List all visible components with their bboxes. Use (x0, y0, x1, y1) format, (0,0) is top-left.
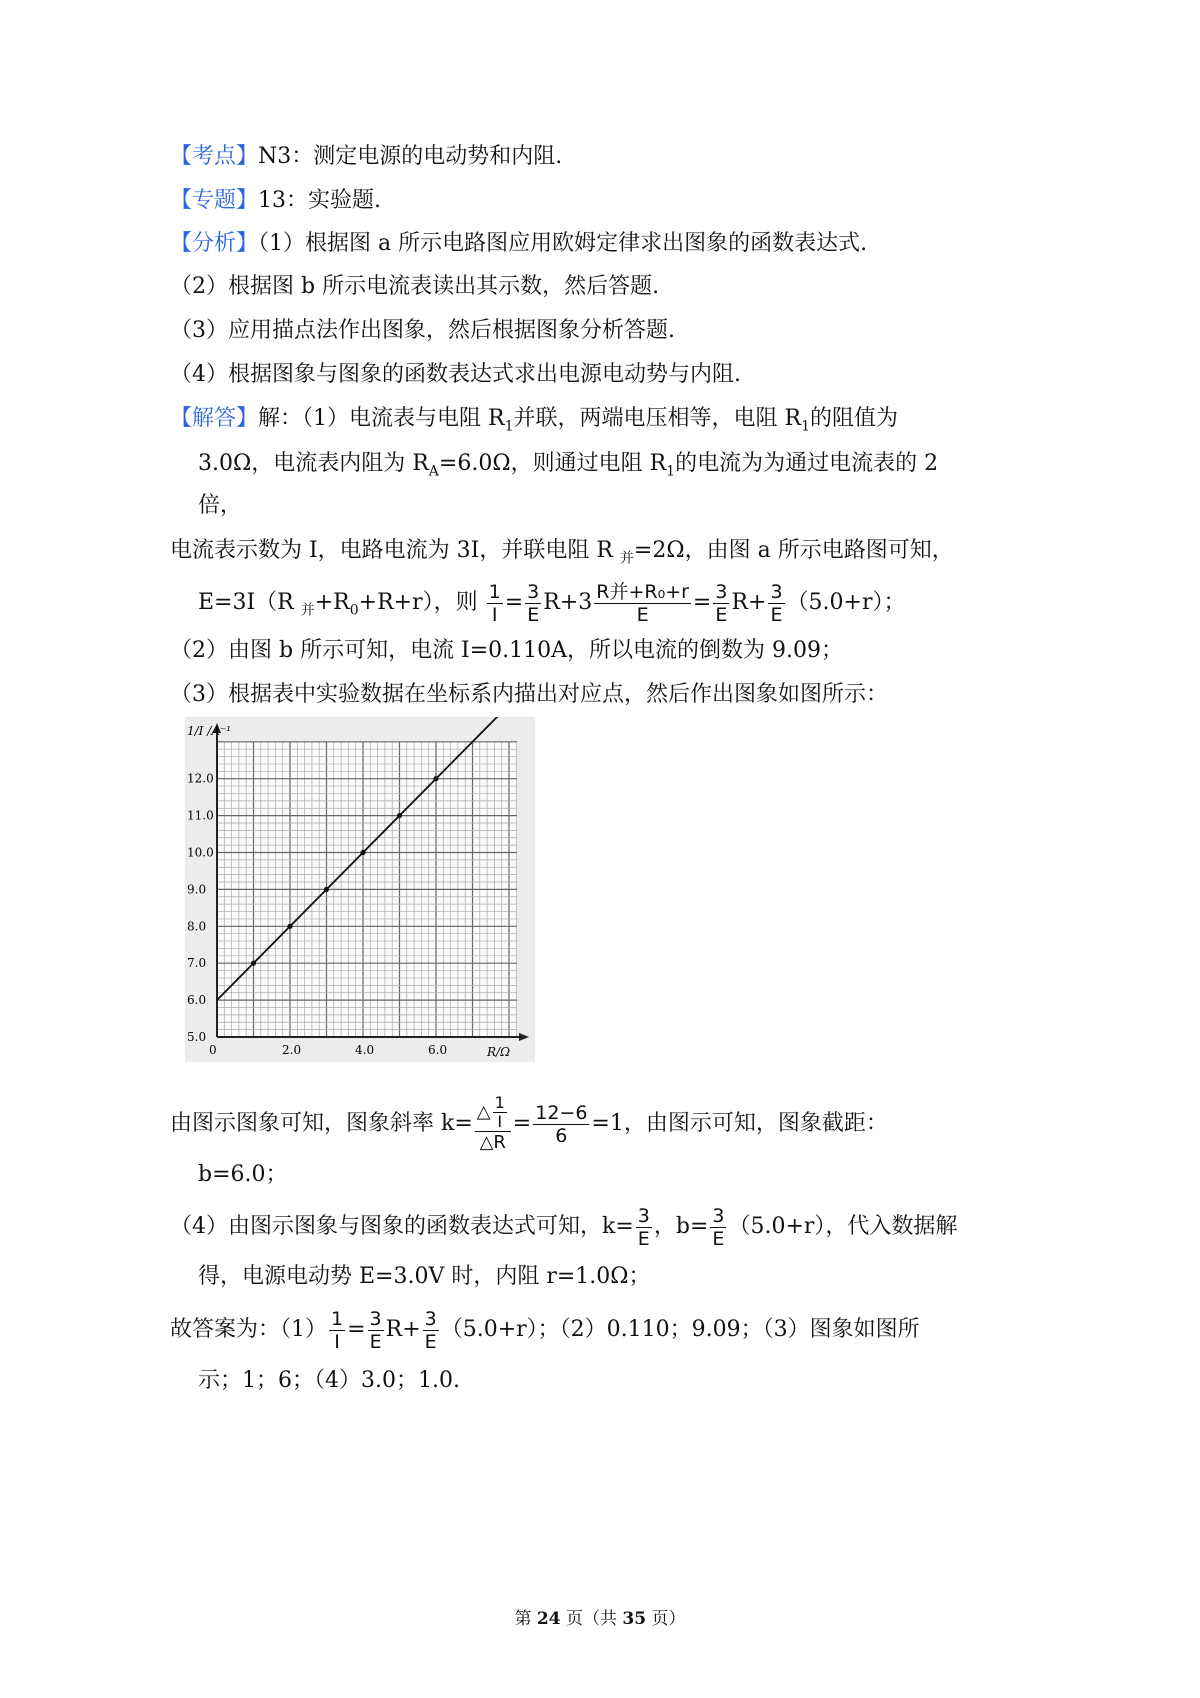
subscript: 1 (801, 418, 810, 435)
numerator: 3 (715, 580, 728, 603)
subscript: 并 (300, 602, 315, 619)
text: ，b= (653, 1214, 709, 1239)
denominator: E (715, 603, 728, 626)
numerator: 1 (494, 1093, 505, 1112)
equals-sign: = (347, 1317, 366, 1342)
jieda-text: =2Ω，由图 a 所示电路图可知， (633, 538, 954, 563)
eq-text: +R+r），则 (358, 590, 478, 615)
jieda-tag: 【解答】 (170, 406, 259, 431)
y-tick-label: 7.0 (187, 956, 207, 971)
fraction (594, 581, 691, 626)
fenxi-text-1: （1）根据图 a 所示电路图应用欧姆定律求出图象的函数表达式. (258, 231, 868, 256)
slope-text: 由图示图象可知，图象斜率 k= (170, 1111, 473, 1136)
denominator: 6 (555, 1124, 568, 1147)
jieda-line-7: b=6.0； (198, 1162, 288, 1187)
eq-text: E=3I（R (198, 590, 301, 615)
jieda-line-8 (170, 1202, 957, 1252)
zhuanti-line (170, 186, 381, 216)
denominator: E (637, 1227, 650, 1250)
fenxi-line-1 (170, 229, 867, 259)
y-tick-label: 5.0 (187, 1030, 207, 1044)
denominator: I (334, 1330, 340, 1353)
eq-text: R+3 (543, 590, 593, 615)
equals-sign: = (692, 590, 712, 615)
subscript: 1 (666, 463, 676, 480)
numerator: 3 (527, 580, 540, 603)
line-chart (185, 717, 535, 1062)
eq-text: +R (314, 590, 350, 615)
subscript: 0 (349, 602, 359, 619)
numerator: 3 (424, 1307, 437, 1330)
jieda-line-3: 倍， (198, 493, 243, 518)
numerator: 3 (712, 1204, 725, 1227)
text: R+ (385, 1317, 421, 1342)
y-tick-label: 6.0 (187, 993, 207, 1008)
equation-line (198, 578, 906, 635)
y-tick-label: 10.0 (187, 845, 214, 860)
fraction (368, 1308, 384, 1353)
slope-text: =1，由图示可知，图象截距： (591, 1111, 888, 1136)
current-page: 24 (536, 1609, 561, 1629)
y-axis-label: 1/I /A⁻¹ (187, 724, 232, 738)
delta-fraction (475, 1094, 511, 1154)
jieda-text: 3.0Ω，电流表内阻为 R (198, 451, 429, 476)
fraction (525, 581, 541, 626)
jieda-line-4 (170, 536, 954, 573)
data-point (324, 887, 329, 892)
x-axis-label: R/Ω (487, 1045, 511, 1059)
y-tick-label: 11.0 (187, 808, 214, 823)
eq-text: R+ (731, 590, 767, 615)
jieda-line-1 (170, 404, 898, 441)
zhuanti-text: 13：实验题. (258, 188, 382, 213)
fraction (329, 1308, 345, 1353)
answer-line (170, 1305, 920, 1355)
data-point (287, 924, 292, 929)
fenxi-tag: 【分析】 (170, 231, 259, 256)
y-tick-label: 9.0 (187, 882, 207, 897)
data-point (360, 850, 365, 855)
text: （5.0+r），代入数据解 (728, 1214, 958, 1239)
denominator: I (491, 603, 498, 626)
denominator: E (636, 603, 649, 626)
denominator: E (712, 1227, 725, 1250)
denominator: E (369, 1330, 382, 1353)
numerator: 3 (369, 1307, 382, 1330)
subscript: 并 (619, 550, 634, 567)
numerator: 1 (488, 580, 501, 603)
numerator: 12−6 (535, 1101, 588, 1124)
fraction (533, 1102, 589, 1147)
fraction (423, 1308, 439, 1353)
numerator: R并+R₀+r (596, 580, 689, 603)
kaodian-tag: 【考点】 (170, 144, 259, 169)
slope-line (170, 1094, 888, 1154)
equals-sign: = (512, 1111, 532, 1136)
jieda-text: 并联，两端电压相等，电阻 R (513, 406, 802, 431)
jieda-text: 的阻值为 (809, 406, 898, 431)
jieda-line-9: 得，电源电动势 E=3.0V 时，内阻 r=1.0Ω； (198, 1264, 651, 1289)
fraction (768, 581, 784, 626)
jieda-text: 电流表示数为 I，电路电流为 3I，并联电阻 R (170, 538, 620, 563)
answer-line-2: 示；1；6；（4）3.0；1.0. (198, 1368, 460, 1393)
subscript: 1 (504, 418, 514, 435)
denominator: I (497, 1112, 503, 1131)
subscript: A (428, 463, 439, 480)
page-footer (0, 1604, 1200, 1629)
zhuanti-tag: 【专题】 (170, 188, 259, 213)
denominator: E (424, 1330, 437, 1353)
jieda-text: 的电流为为通过电流表的 2 (675, 451, 939, 476)
x-tick-label: 6.0 (428, 1043, 448, 1057)
footer-text: 页） (646, 1609, 686, 1629)
data-point (251, 961, 256, 966)
kaodian-text: N3：测定电源的电动势和内阻. (258, 144, 563, 169)
fraction (493, 1094, 507, 1131)
text: （5.0+r）；（2）0.110；9.09；（3）图象如图所 (440, 1317, 920, 1342)
jieda-text: =6.0Ω，则通过电阻 R (438, 451, 667, 476)
x-tick-label: 4.0 (355, 1043, 375, 1057)
jieda-line-6: （3）根据表中实验数据在坐标系内描出对应点，然后作出图象如图所示： (170, 682, 888, 707)
denominator: E (770, 603, 783, 626)
fraction (636, 1205, 652, 1250)
fraction (487, 581, 503, 626)
fenxi-line-3: （3）应用描点法作出图象，然后根据图象分析答题. (170, 318, 675, 343)
jieda-line-5: （2）由图 b 所示可知，电流 I=0.110A，所以电流的倒数为 9.09； (170, 638, 844, 663)
footer-text: 页（共 (560, 1609, 623, 1629)
x-tick-label: 2.0 (282, 1043, 302, 1057)
x-tick-label: 0 (209, 1043, 217, 1057)
data-point (433, 776, 438, 781)
numerator (475, 1094, 511, 1132)
delta-symbol: △ (476, 1101, 491, 1123)
denominator: E (527, 603, 540, 626)
y-tick-label: 8.0 (187, 919, 207, 934)
numerator: 3 (637, 1204, 650, 1227)
eq-text: （5.0+r）； (786, 590, 906, 615)
numerator: 1 (331, 1307, 344, 1330)
fraction (710, 1205, 726, 1250)
total-pages: 35 (622, 1609, 647, 1629)
data-point (397, 813, 402, 818)
numerator: 3 (770, 580, 783, 603)
text: （4）由图示图象与图象的函数表达式可知，k= (170, 1214, 634, 1239)
equals-sign: = (504, 590, 524, 615)
fraction (713, 581, 729, 626)
fenxi-line-4: （4）根据图象与图象的函数表达式求出电源电动势与内阻. (170, 362, 741, 387)
denominator: △R (479, 1132, 506, 1153)
jieda-text: 解：（1）电流表与电阻 R (258, 406, 505, 431)
fenxi-line-2: （2）根据图 b 所示电流表读出其示数，然后答题. (170, 274, 660, 299)
kaodian-line (170, 142, 562, 172)
text: 故答案为：（1） (170, 1317, 327, 1342)
grid (217, 742, 517, 1037)
jieda-line-2 (198, 449, 938, 486)
footer-text: 第 (514, 1609, 537, 1629)
y-tick-label: 12.0 (187, 771, 214, 786)
